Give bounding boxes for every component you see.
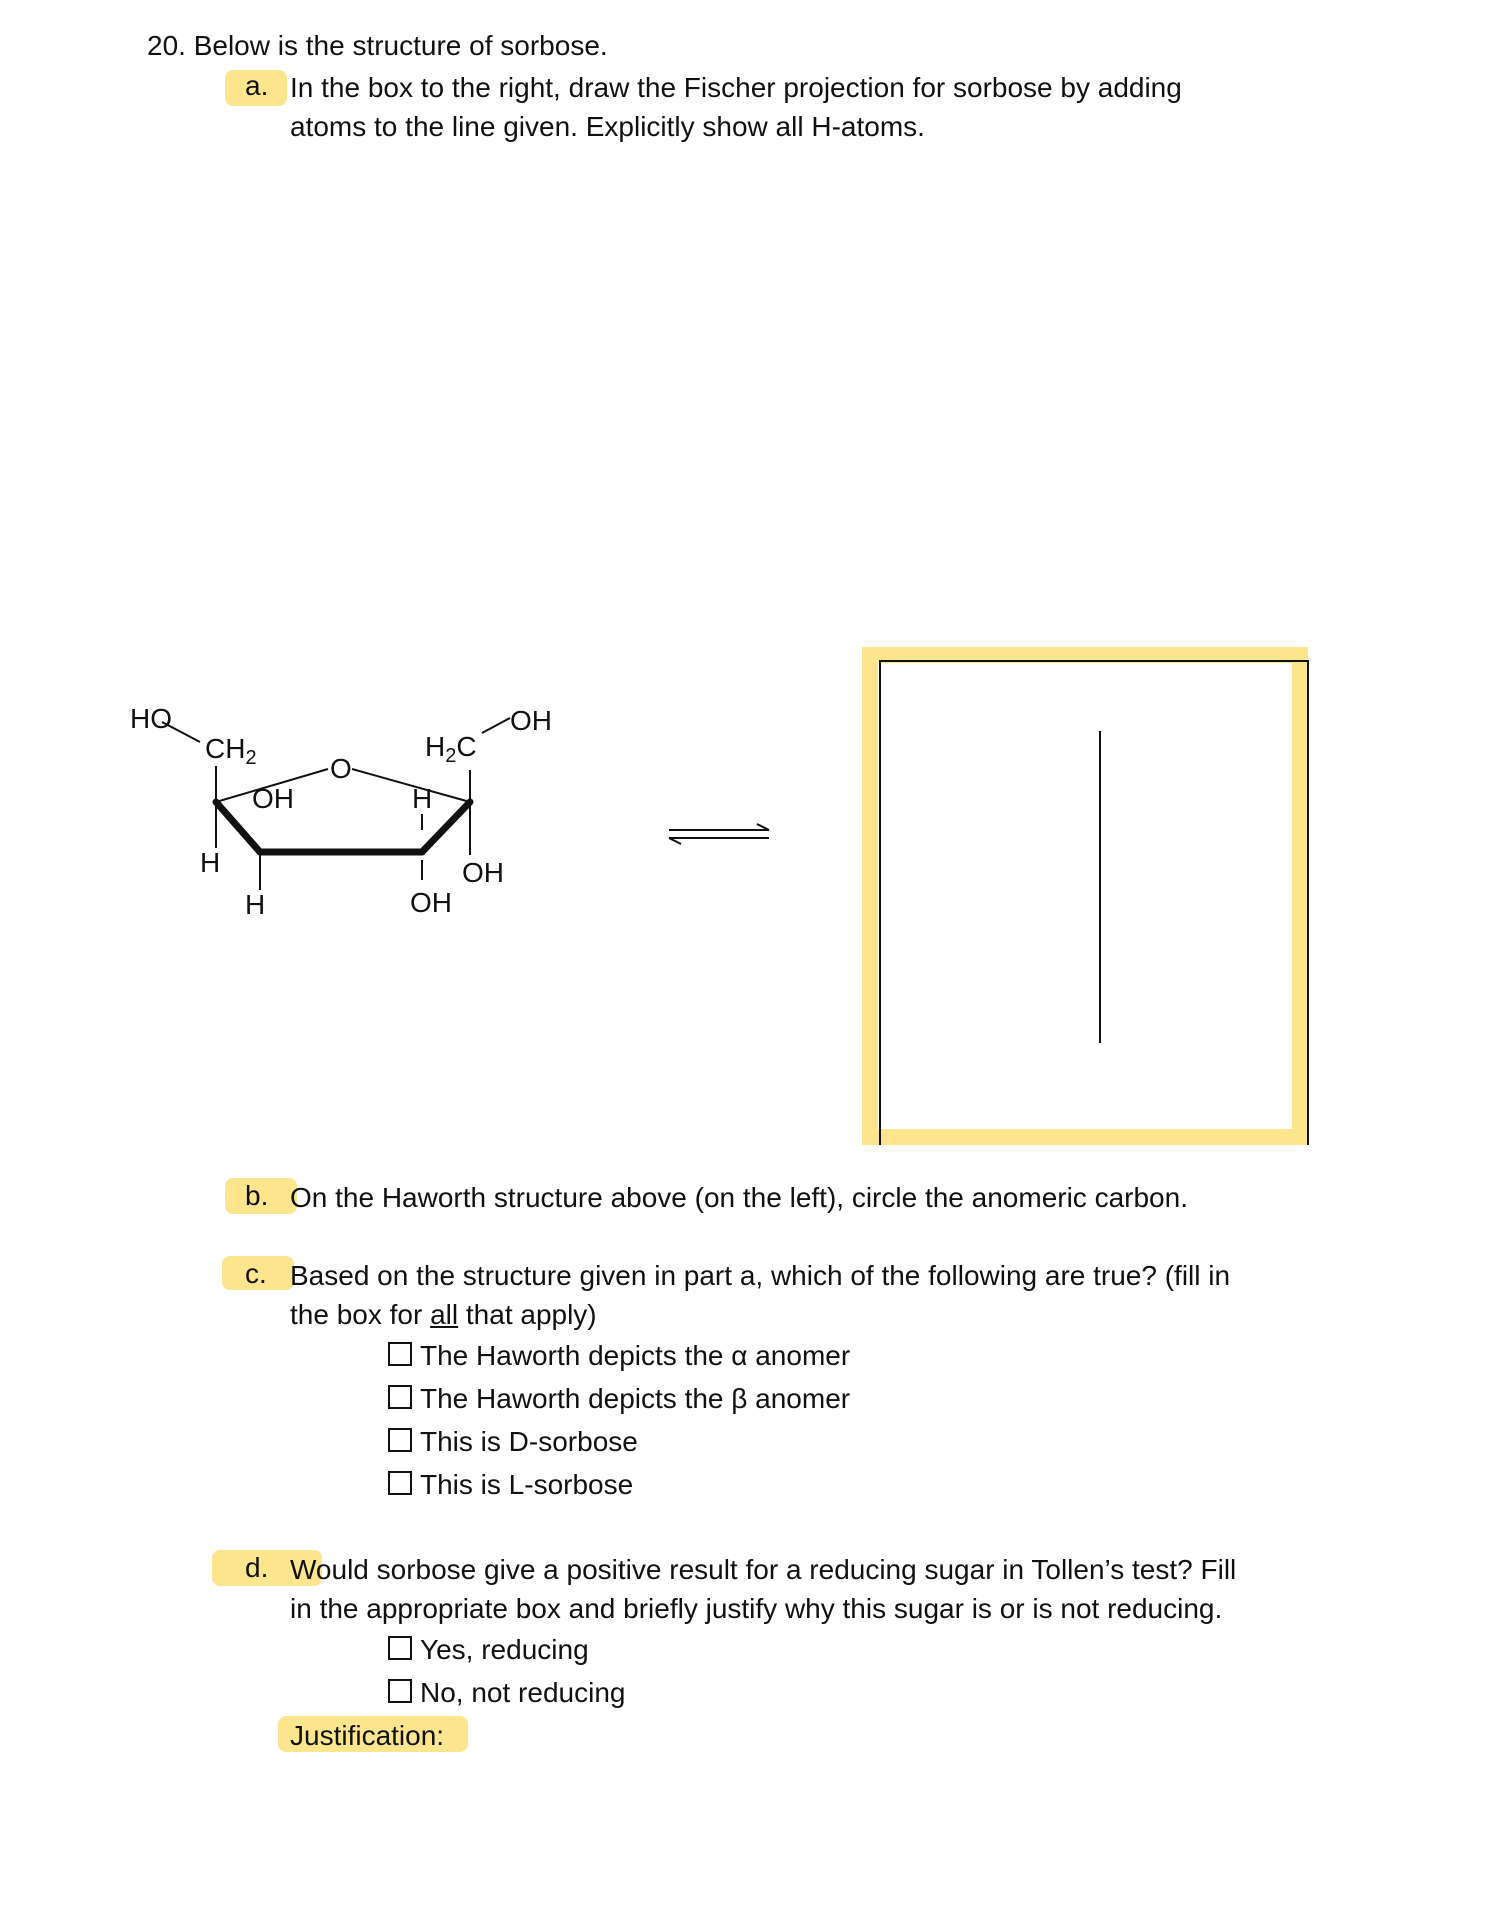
ch2-subscript: 2 (245, 747, 257, 769)
checkbox-alpha[interactable] (388, 1342, 412, 1366)
option-l-sorbose-label: This is L-sorbose (420, 1469, 634, 1500)
haworth-structure (120, 690, 590, 950)
checkbox-no-reducing[interactable] (388, 1679, 412, 1703)
option-d-sorbose-label: This is D-sorbose (420, 1426, 638, 1457)
equilibrium-arrows (665, 820, 775, 850)
option-alpha-anomer[interactable] (388, 1340, 850, 1372)
part-c-line2-pre: the box for (290, 1299, 431, 1330)
ch2-label: CH (205, 733, 246, 764)
checkbox-l-sorbose[interactable] (388, 1471, 412, 1495)
h2c-h: H (425, 731, 446, 762)
part-d-letter: d. (245, 1552, 269, 1583)
h2c-c: C (456, 731, 477, 762)
answer-box-border (880, 661, 1308, 1145)
option-no-reducing[interactable] (388, 1677, 625, 1709)
part-a-line2: atoms to the line given. Explicitly show all H-atoms. (290, 111, 925, 142)
part-a-letter: a. (245, 70, 269, 101)
part-b-line1: On the Haworth structure above (on the left), circle the anomeric carbon. (290, 1182, 1188, 1213)
part-d-line1: Would sorbose give a positive result for a reducing sugar in Tollen’s test? Fill (290, 1554, 1237, 1585)
ho-label: HO (130, 703, 172, 734)
h-right-top-label: H (412, 783, 433, 814)
ring-oxygen-label: O (330, 753, 352, 784)
option-beta-label: The Haworth depicts the β anomer (420, 1383, 851, 1414)
part-c-line2-all: all (430, 1299, 459, 1330)
checkbox-beta[interactable] (388, 1385, 412, 1409)
option-l-sorbose[interactable] (388, 1469, 633, 1501)
option-no-label: No, not reducing (420, 1677, 626, 1708)
h-left-label: H (200, 847, 221, 878)
oh-top-right-label: OH (510, 705, 552, 736)
option-d-sorbose[interactable] (388, 1426, 638, 1458)
checkbox-d-sorbose[interactable] (388, 1428, 412, 1452)
question-title: 20. Below is the structure of sorbose. (147, 30, 608, 61)
oh-bottom-label: OH (410, 887, 452, 918)
part-c-letter: c. (245, 1258, 267, 1289)
svg-text:CH2 (205, 733, 257, 769)
oh-upper-left-label: OH (252, 783, 294, 814)
part-c-line2 (290, 1295, 597, 1334)
fischer-answer-box[interactable] (850, 635, 1330, 1145)
h-bottom-left-label: H (245, 889, 266, 920)
part-b-letter: b. (245, 1180, 269, 1211)
option-yes-reducing[interactable] (388, 1634, 589, 1666)
part-c-line1: Based on the structure given in part a, which of the following are true? (fill in (290, 1260, 1231, 1291)
oh-right-label: OH (462, 857, 504, 888)
option-yes-label: Yes, reducing (420, 1634, 589, 1665)
option-beta-anomer[interactable] (388, 1383, 850, 1415)
option-alpha-label: The Haworth depicts the α anomer (420, 1340, 851, 1371)
h2c-subscript: 2 (445, 745, 457, 767)
justification-label: Justification: (290, 1720, 445, 1751)
part-a-line1: In the box to the right, draw the Fischer projection for sorbose by adding (290, 72, 1182, 103)
part-d-line2: in the appropriate box and briefly justify why this sugar is or is not reducing. (290, 1593, 1223, 1624)
part-c-line2-post: that apply) (458, 1299, 597, 1330)
svg-text:H2C (425, 731, 477, 767)
checkbox-yes-reducing[interactable] (388, 1636, 412, 1660)
